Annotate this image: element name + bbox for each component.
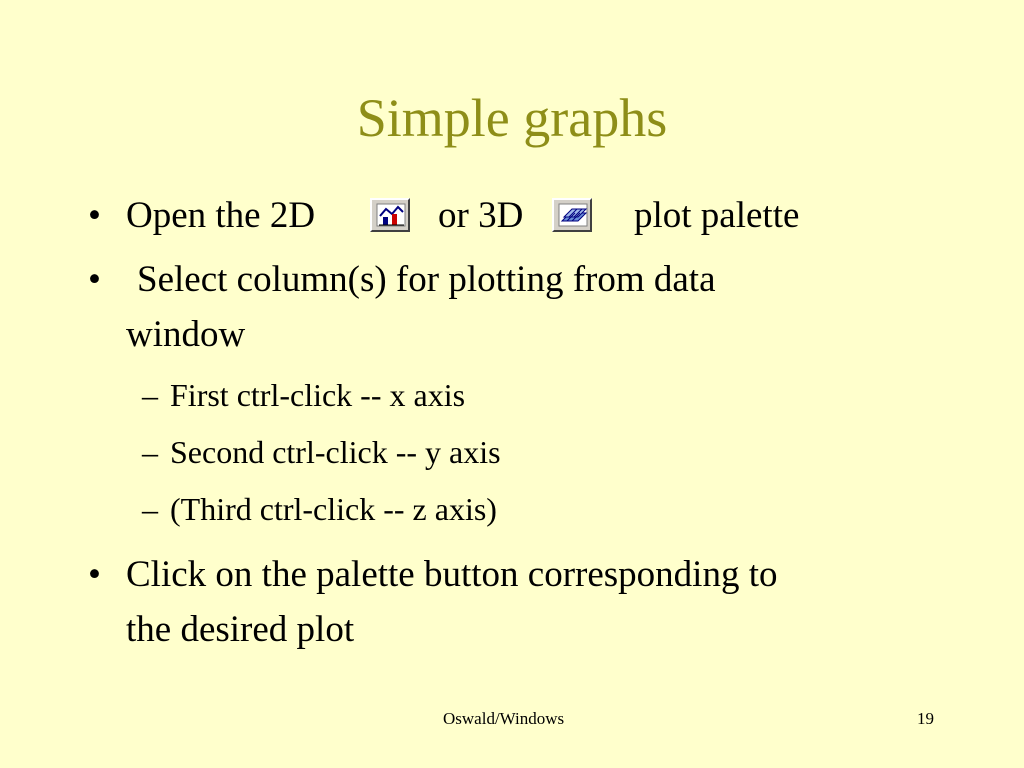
sub-bullet-x-axis: First ctrl-click -- x axis: [170, 377, 466, 413]
bullet1-text-open: Open the 2D: [126, 195, 316, 236]
bullet1-text-or3d: or 3D: [438, 195, 524, 236]
sub-bullet-marker: –: [142, 377, 158, 413]
sub-bullet-y-axis: Second ctrl-click -- y axis: [170, 434, 501, 470]
bullet-marker: •: [88, 554, 101, 595]
sub-bullet-z-axis: (Third ctrl-click -- z axis): [170, 491, 497, 527]
bullet3-line2: the desired plot: [126, 609, 355, 650]
sub-bullet-marker: –: [142, 491, 158, 527]
bullet-marker: •: [88, 259, 101, 300]
bullet2-line2: window: [126, 314, 246, 355]
bullet1-text-plot-palette: plot palette: [634, 195, 800, 236]
bullet-marker: •: [88, 195, 101, 236]
3d-plot-palette-icon: [552, 198, 592, 232]
slide-title: Simple graphs: [356, 88, 668, 148]
footer-text: Oswald/Windows: [443, 709, 565, 728]
bullet2-line1: Select column(s) for plotting from data: [137, 259, 716, 300]
page-number: 19: [917, 709, 934, 728]
sub-bullet-marker: –: [142, 434, 158, 470]
2d-plot-palette-icon: [370, 198, 410, 232]
bullet3-line1: Click on the palette button corresponding to: [126, 554, 778, 595]
